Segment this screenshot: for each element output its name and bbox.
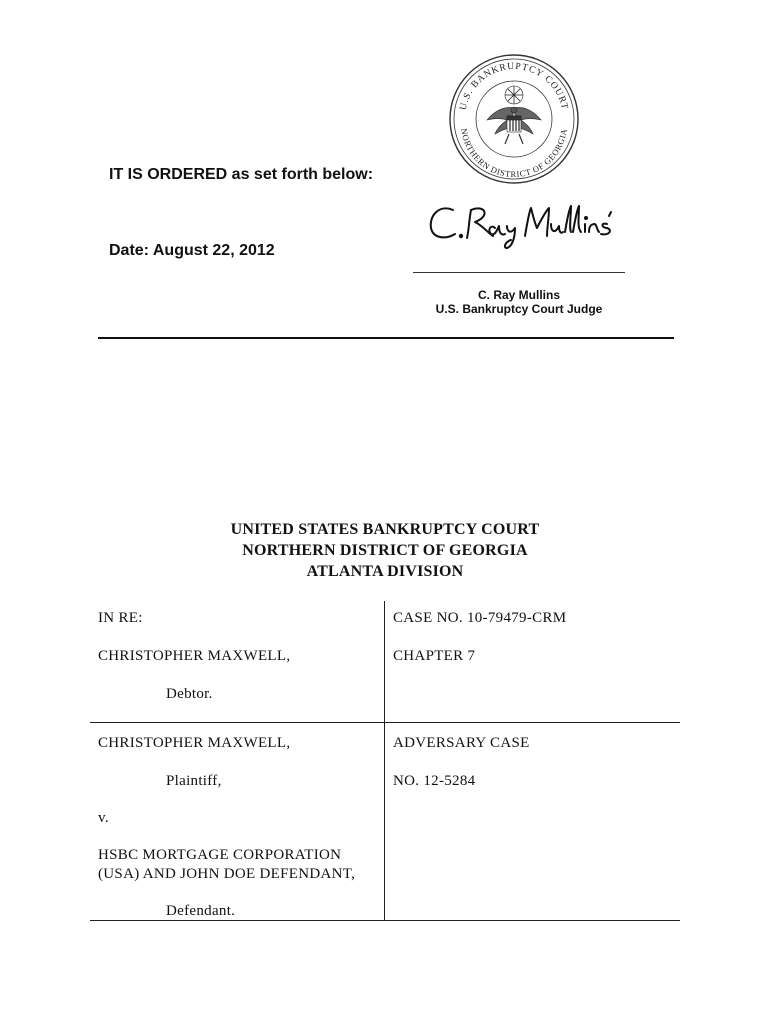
adversary-case-label: ADVERSARY CASE (393, 735, 530, 751)
debtor-name: CHRISTOPHER MAXWELL, (98, 648, 291, 664)
defendant-role: Defendant. (166, 903, 236, 919)
versus-label: v. (98, 810, 109, 826)
judge-title: U.S. Bankruptcy Court Judge (435, 302, 603, 316)
court-name: UNITED STATES BANKRUPTCY COURT (230, 521, 540, 538)
court-district: NORTHERN DISTRICT OF GEORGIA (242, 542, 528, 559)
order-date: Date: August 22, 2012 (109, 242, 275, 259)
adversary-case-number: NO. 12-5284 (393, 773, 476, 789)
defendant-name-line2: (USA) AND JOHN DOE DEFENDANT, (98, 866, 356, 882)
defendant-name-line1: HSBC MORTGAGE CORPORATION (98, 847, 342, 863)
judge-signature (425, 198, 625, 250)
svg-text:NORTHERN DISTRICT OF GEORGIA: NORTHERN DISTRICT OF GEORGIA (459, 127, 569, 180)
case-number: CASE NO. 10-79479-CRM (393, 610, 567, 626)
plaintiff-name: CHRISTOPHER MAXWELL, (98, 735, 291, 751)
header-divider (98, 337, 674, 339)
signature-line (413, 272, 625, 273)
plaintiff-role: Plaintiff, (166, 773, 222, 789)
order-heading: IT IS ORDERED as set forth below: (109, 166, 374, 183)
caption-divider-1 (90, 722, 680, 723)
judge-name: C. Ray Mullins (477, 288, 560, 302)
eagle-emblem-icon (487, 86, 541, 144)
caption-vertical-divider (384, 601, 385, 921)
caption-divider-2 (90, 920, 680, 921)
debtor-role: Debtor. (166, 686, 213, 702)
court-division: ATLANTA DIVISION (306, 563, 464, 580)
svg-text:U.S. BANKRUPTCY COURT: U.S. BANKRUPTCY COURT (458, 61, 570, 112)
in-re-label: IN RE: (98, 610, 143, 626)
court-seal (447, 48, 581, 190)
chapter-label: CHAPTER 7 (393, 648, 476, 664)
